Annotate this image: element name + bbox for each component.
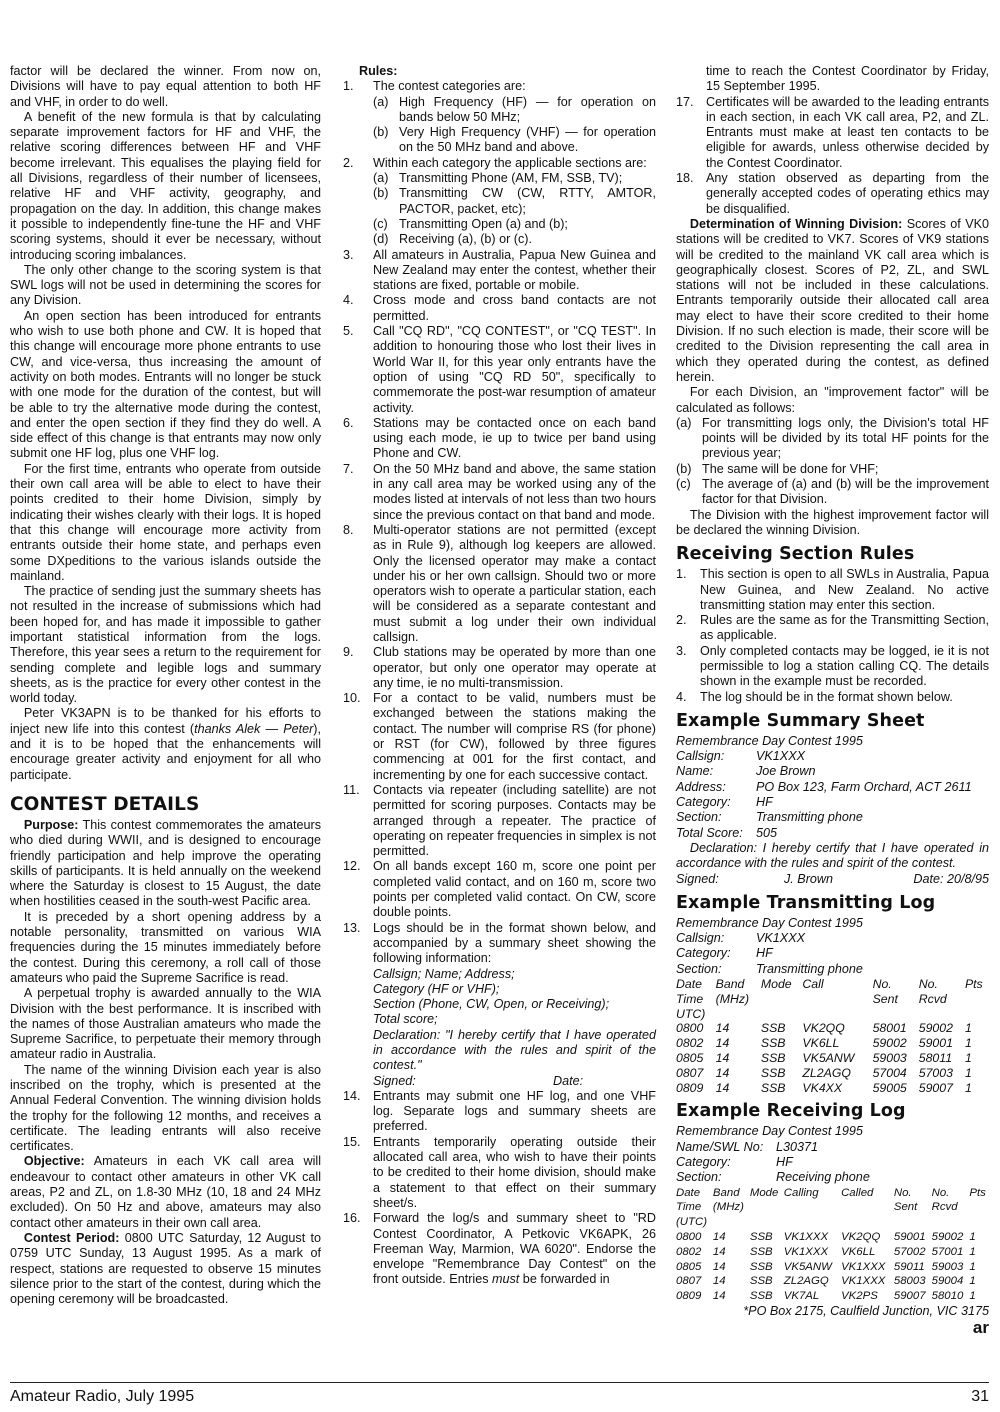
table-cell: Mode [760, 977, 792, 992]
table-cell: 0802 [676, 1245, 702, 1258]
rule-10: 10. For a contact to be valid, numbers must be exchanged between the stations making the contact. The number will comprise RS (for phone) or RST (for CW), followed by three figures commencing at 001 for the first contact, and incrementing by one for each successive contact. [343, 691, 656, 782]
table-cell: 14 [712, 1230, 726, 1243]
table-cell [716, 1007, 761, 1022]
table-cell: 59003 [872, 1051, 907, 1066]
rule-7: 7. On the 50 MHz band and above, the same station in any call area may be worked using any of the modes listed at intervals of not less than two hours since the previous contact on that band and mode. [343, 461, 656, 522]
purpose-label: Purpose: [23, 817, 79, 832]
table-cell: SSB [749, 1245, 773, 1258]
table-cell: 1 [969, 1275, 976, 1288]
table-cell [873, 1007, 919, 1022]
rule-6: 6. Stations may be contacted once on each band using each mode, ie up to twice per band using Phone and CW. [343, 415, 656, 461]
table-cell: Rcvd [931, 1201, 958, 1214]
thanks-italic: thanks Alek — Peter [194, 721, 314, 736]
table-header-row [676, 1007, 989, 1022]
table-cell: 58003 [893, 1275, 926, 1288]
rule-4: 4. Cross mode and cross band contacts are not permitted. [343, 293, 656, 323]
table-cell: SSB [749, 1275, 773, 1288]
thanks-text: Peter VK3APN is to be thanked for his efforts to inject new life into this contest ( [10, 706, 321, 736]
rule-13-date: Date: [553, 1073, 584, 1088]
table-cell: Date [676, 1186, 701, 1199]
table-cell: (UTC) [676, 1216, 707, 1229]
table-cell: 59003 [931, 1260, 964, 1273]
table-cell: SSB [749, 1230, 773, 1243]
table-cell [894, 1215, 932, 1230]
table-cell: 14 [712, 1245, 726, 1258]
table-cell [841, 1200, 894, 1215]
contest-period-label: Contest Period: [23, 1230, 120, 1245]
column-middle [343, 64, 656, 1288]
rule-17: 17. Certificates will be awarded to the leading entrants in each section, in each VK call area, P2, and ZL. Entrants must make at least ten contacts to be eligible for awards, unless otherwise decided by the Contest Coordinator. [676, 94, 989, 170]
rule-sub: Very High Frequency (VHF) — for operation on the 50 MHz band and above. [399, 125, 656, 155]
summary-declaration: Declaration: I hereby certify that I have operated in accordance with the rules and spirit of the contest. [676, 840, 989, 871]
table-cell: Date [676, 977, 702, 992]
table-cell: 0802 [676, 1036, 704, 1051]
table-cell: 1 [964, 1080, 972, 1095]
rule-13-signed: Signed: [373, 1073, 416, 1088]
receiving-rule-2: 2. Rules are the same as for the Transmitting Section, as applicable. [676, 613, 989, 643]
table-cell [761, 1007, 803, 1022]
table-cell [784, 1215, 841, 1230]
transmitting-log-heading: Example Transmitting Log [676, 892, 936, 913]
end-mark: ar [972, 1318, 989, 1338]
table-cell [784, 1200, 841, 1215]
table-cell: No. [872, 977, 892, 992]
purpose-text: This contest commemorates the amateurs who died during WWII, and is designed to encourage friendly participation and help improve the operating skills of participants. It is held annually on the weekend where the Saturday is closest to 15 August, the date when hostilities ceased in the south-west Pacific area. [10, 817, 321, 909]
table-cell: 1 [969, 1290, 976, 1303]
rule-sub: High Frequency (HF) — for operation on bands below 50 MHz; [399, 94, 656, 124]
table-cell: 14 [715, 1021, 730, 1036]
rule-13-info: Category (HF or VHF); [373, 981, 500, 996]
paragraph: factor will be declared the winner. From now on, Divisions will have to pay equal attention to both HF and VHF, in order to do well. [10, 64, 321, 109]
table-cell: 59007 [918, 1080, 953, 1095]
rule-13: 13. Logs should be in the format shown below, and accompanied by a summary sheet showing the following information: Callsign; Name; Address; Category (HF or VHF); Section (Phone, CW, Open, or Receiving); Total score; Declaration: "I hereby certify that I have operated in accordance with the rules and spirit of the contest." Signed: Date: [343, 920, 656, 1088]
table-cell: 0800 [676, 1230, 702, 1243]
rule-8: 8. Multi-operator stations are not permitted (except as in Rule 9), although log keepers are allowed. Only the licensed operator may make a contact under his or her own callsign. Should two or more operators wish to operate a particular station, each will be considered as a separate contestant and must submit a log under their own individual callsign. [343, 522, 656, 644]
table-cell: (MHz) [715, 991, 750, 1006]
table-cell: 0807 [676, 1065, 704, 1080]
summary-sheet-heading: Example Summary Sheet [676, 710, 925, 731]
rule-1: 1. The contest categories are: (a) High Frequency (HF) — for operation on bands below 50 MHz; (b) Very High Frequency (VHF) — for operation on the 50 MHz band and above. [343, 79, 656, 155]
rule-text: Logs should be in the format shown below, and accompanied by a summary sheet showing the following information: [373, 920, 656, 966]
table-cell: Mode [749, 1186, 779, 1199]
table-cell [841, 1215, 894, 1230]
table-cell: 14 [715, 1051, 730, 1066]
table-header-row [676, 992, 989, 1007]
table-header-row [676, 1200, 989, 1215]
column-right: time to reach the Contest Coordinator by Friday, 15 September 1995. 17. Certificates will be awarded to the leading entrants in each section, in each VK call area, P2, and ZL. Entrants must make at least ten contacts to be eligible for awards, unless otherwise decided by the Contest Coordinator. 18. Any station observed as departing from the generally accepted codes of operating ethics may be disqualified. Determination of Winning Division: Scores of VK0 stations will be credited to VK7. Scores of VK9 stations will be credited to the mainland VK call area which is geographically closest. Scores of P2, ZL, and SWL stations will not be included in these calculations. Entrants temporarily outside their allocated call area may elect to have their score credited to their home Division. If no such election is made, their score will be credited to the Division representing the call area in which they operated during the contest, as defined herein. For each Division, an "improvement factor" will be calculated as follows: (a) For transmitting logs only, the Division's total HF points will be divided by its total HF points for the previous year; (b) The same will be done for VHF; (c) The average of (a) and (b) will be the improvement factor for that Division. The Division with the highest improvement factor will be declared the winning Division. Receiving Section Rules 1. This section is open to all SWLs in Australia, Papua New Guinea, and New Zealand. No active transmitting station may enter this section. 2. Rules are the same as for the Transmitting Section, as applicable. 3. Only completed contacts may be logged, ie it is not permissible to log a station calling CQ. The details shown in the example must be recorded. 4. The log should be in the format shown below. Example Summary Sheet Remembrance Day Contest 1995 Callsign: VK1XXX Name: Joe Brown Address: PO Box 123, Farm Orchard, ACT 2611 Category: HF Section: Transmitting phone Total Score: 505 Declaration: I hereby certify that I have operated in accordance with the rules and spirit of the contest. Signed: J. Brown Date: 20/8/95 Example Transmitting Log Remembrance Day Contest 1995 Callsign: VK1XXX Category: HF Section: Transmitting phone Date Band Mode Call No. No. Pts Time (MHz) Sent Rcvd UTC) 0800 14 SSB VK2QQ 58001 59002 1 0802 14 SSB VK6LL 59002 59001 1 0805 14 SSB VK5ANW 59003 58011 1 0807 14 SSB ZL2AGQ 57004 57003 1 0809 14 SSB VK4XX 59005 59007 1 Example Receiving Log Remembrance Day Contest 1995 Name/SWL No: L30371 Category: HF Section: Receiving phone Date Band Mode Calling Called No. No. Pts Time (MHz) Sent Rcvd (UTC) 0800 14 SSB VK1XXX VK2QQ 59001 59002 1 0802 14 SSB VK1XXX VK6LL 57002 57001 1 0805 14 SSB VK5ANW VK1XXX 59011 59003 1 0807 14 SSB ZL2AGQ VK1XXX 58003 59004 1 0809 14 SSB VK7AL VK2PS 59007 58010 1 *PO Box 2175, Caulfield Junction, VIC 3175 ar [676, 64, 990, 1338]
table-cell: 14 [715, 1080, 730, 1095]
paragraph: The practice of sending just the summary sheets has not resulted in the increase of submissions which had been hoped for, and has made it impossible to gather important statistical information from the logs. Therefore, this year sees a return to the requirement for sending complete and legible logs and summary sheets, as is the practice for every other contest in the world today. [10, 584, 321, 706]
table-cell: 0800 [676, 1021, 704, 1036]
rule-18: 18. Any station observed as departing from the generally accepted codes of operating ethics may be disqualified. [676, 171, 989, 216]
table-cell: 59002 [918, 1021, 953, 1036]
table-cell: 59001 [918, 1036, 953, 1051]
rule-text: The contest categories are: [373, 79, 526, 94]
table-cell: VK1XXX [841, 1275, 886, 1288]
table-cell: VK1XXX [841, 1260, 886, 1273]
table-cell: 0807 [676, 1275, 702, 1288]
paragraph: The only other change to the scoring system is that SWL logs will not be used in determining the scores for any Division. [10, 262, 321, 308]
table-cell: No. [931, 1186, 950, 1199]
table-row [676, 1289, 989, 1304]
table-cell: Pts [969, 1186, 986, 1199]
table-cell: ZL2AGQ [783, 1275, 829, 1288]
table-row [676, 1230, 989, 1245]
receiving-rule-1: 1. This section is open to all SWLs in Australia, Papua New Guinea, and New Zealand. No active transmitting station may enter this section. [676, 567, 989, 612]
table-cell: 1 [969, 1260, 976, 1273]
table-cell: 57001 [931, 1245, 964, 1258]
rule-16-continued: time to reach the Contest Coordinator by Friday, 15 September 1995. [706, 64, 989, 94]
table-cell: 57004 [872, 1065, 907, 1080]
table-cell [932, 1215, 970, 1230]
table-row [676, 1021, 989, 1036]
table-cell: Calling [783, 1186, 819, 1199]
table-cell: (MHz) [712, 1201, 744, 1214]
table-cell: SSB [760, 1065, 786, 1080]
table-row [676, 1066, 989, 1081]
paragraph: The Division with the highest improvement factor will be declared the winning Division. [676, 507, 989, 537]
contest-period-text: 0800 UTC Saturday, 12 August to 0759 UTC Sunday, 13 August 1995. As a mark of respect, stations are requested to observe 15 minutes silence prior to the start of the contest, during which the opening ceremony will be broadcasted. [10, 1230, 321, 1307]
table-cell: 59004 [931, 1275, 964, 1288]
table-cell: 59002 [872, 1036, 907, 1051]
rule-3: 3. All amateurs in Australia, Papua New Guinea and New Zealand may enter the contest, whether their stations are fixed, portable or mobile. [343, 247, 656, 293]
table-cell: 0809 [676, 1290, 702, 1303]
table-cell: Time [676, 1201, 702, 1214]
table-cell: Called [841, 1186, 874, 1199]
table-cell: 58011 [918, 1051, 953, 1066]
table-cell: VK2PS [841, 1290, 878, 1303]
column-left [10, 64, 321, 1307]
table-row [676, 1036, 989, 1051]
receiving-log-heading: Example Receiving Log [676, 1101, 906, 1122]
table-cell [750, 1200, 784, 1215]
table-cell: UTC) [676, 1006, 706, 1021]
po-box-note: *PO Box 2175, Caulfield Junction, VIC 3175 [743, 1303, 989, 1318]
transmitting-log-table [676, 977, 989, 1095]
paragraph: A perpetual trophy is awarded annually to the WIA Division with the best performance. It is inscribed with the names of those Australian amateurs who made the Supreme Sacrifice, to perpetuate their memory through amateur radio in Australia. [10, 986, 321, 1062]
table-row [676, 1081, 989, 1096]
page-number: 31 [971, 1388, 989, 1405]
footer-rule [10, 1382, 989, 1383]
table-cell: 14 [715, 1036, 730, 1051]
table-cell: Call [802, 977, 824, 992]
winning-division-label: Determination of Winning Division: [689, 216, 903, 231]
rule-2: 2. Within each category the applicable sections are: (a) Transmitting Phone (AM, FM, SSB, TV); (b) Transmitting CW (CW, RTTY, AMTOR, PACTOR, packet, etc); (c) Transmitting Open (a) and (b); (d) Receiving (a), (b) or (c). [343, 155, 656, 247]
table-cell [713, 1215, 750, 1230]
rule-11: 11. Contacts via repeater (including satellite) are not permitted for scoring purposes. Contacts may be arranged through a repeater. The practice of operating on repeater frequencies in simplex is not permitted. [343, 782, 656, 859]
table-header-row [676, 1186, 989, 1201]
table-cell: SSB [760, 1036, 786, 1051]
table-cell: 59007 [893, 1290, 926, 1303]
table-cell: 1 [964, 1065, 972, 1080]
table-row [676, 1274, 989, 1289]
receiving-rule-3: 3. Only completed contacts may be logged, ie it is not permissible to log a station calling CQ. The details shown in the example must be recorded. [676, 643, 989, 689]
paragraph: It is preceded by a short opening address by a notable personality, transmitted on various WIA frequencies during the 15 minutes immediately before the contest. During this ceremony, a roll call of those amateurs who paid the Supreme Sacrifice is read. [10, 909, 321, 985]
table-cell [802, 1007, 872, 1022]
table-cell: VK5ANW [802, 1051, 855, 1066]
table-cell: VK1XXX [783, 1230, 829, 1243]
table-row [676, 1245, 989, 1260]
objective-label: Objective: [23, 1154, 85, 1169]
table-cell: VK6LL [802, 1036, 840, 1051]
table-cell [750, 1215, 784, 1230]
rule-text: Within each category the applicable sections are: [373, 155, 647, 170]
table-cell [919, 1007, 965, 1022]
thanks-text-end: ), and it is to be hoped that the enhancements will encourage greater activity and enjoyment for all who participate. [10, 721, 321, 782]
table-cell: SSB [749, 1260, 773, 1273]
table-cell: Sent [872, 991, 898, 1006]
rule-5: 5. Call "CQ RD", "CQ CONTEST", or "CQ TEST". In addition to honouring those who lost their lives in World War II, for this year only entrants have the option of using "CQ RD 50", specifically to commemorate the post-war resumption of amateur activity. [343, 324, 656, 415]
table-cell: VK5ANW [783, 1260, 832, 1273]
rule-15: 15. Entrants temporarily operating outside their allocated call area, who wish to have their points to be credited to their home division, should make a statement to that effect on their summary sheet/s. [343, 1134, 656, 1210]
table-cell: VK6LL [841, 1245, 876, 1258]
table-cell: VK4XX [802, 1080, 843, 1095]
table-cell: Band [715, 977, 745, 992]
receiving-rule-4: 4. The log should be in the format shown below. [676, 689, 953, 704]
rule-16: 16. Forward the log/s and summary sheet to "RD Contest Coordinator, A Petkovic VK6APK, 26 Freeman Way, Marmion, WA 6020". Endorse the envelope "Remembrance Day Contest" on the front outside. Entries must be forwarded in [343, 1211, 656, 1287]
purpose-paragraph [10, 818, 321, 910]
rules-title: Rules: [359, 64, 398, 78]
table-cell: 0805 [676, 1051, 704, 1066]
paragraph: An open section has been introduced for entrants who wish to use both phone and CW. It is hoped that this change will encourage more phone entrants to use CW, and vice-versa, thus increasing the amount of activity on both modes. Entrants will no longer be stuck with one mode for the duration of the contest, but will be able to try the alternative mode during the contest, and enter the open section if they find they do well. A side effect of this change is that entrants may now only submit one HF log, plus one VHF log. [10, 308, 321, 461]
table-cell: ZL2AGQ [802, 1065, 851, 1080]
contest-period-paragraph [10, 1231, 321, 1307]
table-cell: 1 [964, 1051, 972, 1066]
rule-sub: Transmitting Open (a) and (b); [399, 216, 568, 231]
table-cell: 1 [964, 1036, 972, 1051]
rule-12: 12. On all bands except 160 m, score one point per completed valid contact, and on 160 m, score two points per completed valid contact. On CW, score double points. [343, 859, 656, 920]
table-cell: 57003 [918, 1065, 953, 1080]
table-cell: 14 [712, 1290, 726, 1303]
footer-publication: Amateur Radio, July 1995 [10, 1388, 195, 1405]
table-cell: VK2QQ [841, 1230, 881, 1243]
table-cell: Band [712, 1186, 740, 1199]
receiving-section-heading: Receiving Section Rules [676, 544, 915, 565]
table-cell: 59001 [893, 1230, 926, 1243]
paragraph: For each Division, an "improvement factor" will be calculated as follows: [676, 385, 989, 415]
table-cell [802, 992, 872, 1007]
winning-division-paragraph: Determination of Winning Division: Scores of VK0 stations will be credited to VK7. Scores of VK9 stations will be credited to the mainland VK call area which is geographically closest. Scores of P2, ZL, and SWL stations will not be included in these calculations. Entrants temporarily outside their allocated call area may elect to have their score credited to their home Division. If no such election is made, their score will be credited to the Division representing the call area in which they operated during the contest, as defined herein. [676, 216, 990, 384]
rule-9: 9. Club stations may be operated by more than one operator, but only one operator may operate at any time, ie no multi-transmission. [343, 645, 656, 690]
rule-sub: Transmitting CW (CW, RTTY, AMTOR, PACTOR, packet, etc); [399, 186, 656, 216]
thanks-paragraph [10, 706, 321, 782]
table-cell [965, 1007, 989, 1022]
table-cell: VK7AL [783, 1290, 820, 1303]
table-cell: 14 [715, 1065, 730, 1080]
table-cell [965, 992, 989, 1007]
table-cell: 1 [969, 1245, 976, 1258]
table-cell: SSB [749, 1290, 773, 1303]
paragraph: The name of the winning Division each year is also inscribed on the trophy, which is presented at the Annual Federal Convention. The winning division holds the trophy for the following 12 months, and receives a certificate. The leading entrants will also receive certificates. [10, 1062, 321, 1154]
receiving-log-table [676, 1186, 989, 1304]
table-row [676, 1051, 989, 1066]
table-cell: 57002 [893, 1245, 926, 1258]
table-cell: 59011 [893, 1260, 925, 1273]
paragraph: For the first time, entrants who operate from outside their own call area will be able to elect to have their points credited to their home Division, simply by indicating their wishes clearly with their logs. It is hoped that this change will encourage more activity from entrants outside their home state, and perhaps even some DXpeditions to the various islands outside the mainland. [10, 461, 321, 583]
table-cell: Sent [893, 1201, 918, 1214]
table-cell: VK2QQ [802, 1021, 845, 1036]
table-cell: 59005 [872, 1080, 907, 1095]
rule-sub: Receiving (a), (b) or (c). [399, 232, 532, 247]
table-row [676, 1260, 989, 1275]
rule-14: 14. Entrants may submit one HF log, and one VHF log. Separate logs and summary sheets are preferred. [343, 1088, 656, 1134]
rule-13-info: Callsign; Name; Address; [373, 966, 515, 981]
table-cell [969, 1215, 989, 1230]
table-cell: SSB [760, 1021, 786, 1036]
contest-details-heading: CONTEST DETAILS [10, 793, 200, 815]
table-cell: 59002 [931, 1230, 964, 1243]
table-cell: VK1XXX [783, 1245, 829, 1258]
table-header-row [676, 1215, 989, 1230]
table-cell: SSB [760, 1080, 786, 1095]
table-cell: 0805 [676, 1260, 702, 1273]
summary-contest: Remembrance Day Contest 1995 [676, 733, 863, 748]
table-cell: SSB [760, 1051, 786, 1066]
objective-text: Amateurs in each VK call area will endeavour to contact other amateurs in other VK call areas, P2 and ZL, on 1.8-30 MHz (10, 18 and 24 MHz excluded). On 50 Hz and above, amateurs may also contact other amateurs in their own call area. [10, 1154, 321, 1230]
table-header-row [676, 977, 989, 992]
objective-paragraph [10, 1154, 321, 1230]
table-cell: 58010 [931, 1290, 964, 1303]
table-cell: No. [918, 977, 938, 992]
paragraph: A benefit of the new formula is that by calculating separate improvement factors for HF and VHF, the relative scoring differences between HF and VHF become irrelevant. This equalises the playing field for all Divisions, regardless of their number of licensees, relative HF and VHF activity, geography, and propagation on the day. In addition, this change makes it possible to independently fine-tune the HF and VHF scoring systems, should it ever be necessary, without introducing scoring imbalances. [10, 109, 321, 262]
table-cell: 1 [964, 1021, 972, 1036]
table-cell: Rcvd [918, 991, 947, 1006]
rule-13-info: Section (Phone, CW, Open, or Receiving); [373, 997, 610, 1012]
table-cell: No. [893, 1186, 912, 1199]
table-cell: 14 [712, 1275, 726, 1288]
table-cell: Pts [964, 977, 983, 992]
table-cell [761, 992, 803, 1007]
table-cell: 58001 [872, 1021, 907, 1036]
rule-13-declaration: Declaration: "I hereby certify that I have operated in accordance with the rules and spirit of the contest." [373, 1027, 656, 1073]
table-cell: 14 [712, 1260, 726, 1273]
table-cell: 0809 [676, 1080, 704, 1095]
rule-sub: Transmitting Phone (AM, FM, SSB, TV); [399, 171, 623, 186]
table-cell: Time [676, 991, 704, 1006]
rule-13-info: Total score; [373, 1012, 438, 1027]
table-cell: 1 [969, 1230, 976, 1243]
table-cell [969, 1200, 989, 1215]
